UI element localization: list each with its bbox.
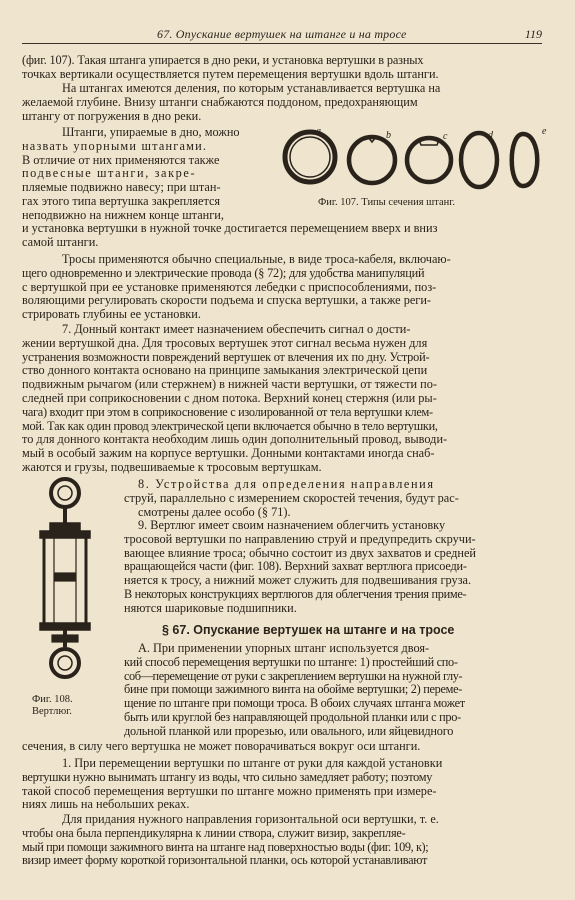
text-line: Штанги, упираемые в дно, можно bbox=[62, 125, 240, 139]
paragraph-bottom-contact bbox=[22, 323, 542, 475]
text-line: мой. Так как один провод электрической цепи включается обычно в тело вертушки, bbox=[22, 418, 438, 433]
text-line: такой способ перемещения вертушки по штанге можно применять при измере- bbox=[22, 783, 437, 798]
text-line: 7. Донный контакт имеет назначением обеспечить сигнал о дости- bbox=[62, 322, 411, 336]
text-line: вающее влияние троса; обычно состоит из двух захватов и средней bbox=[124, 545, 477, 560]
text-line: щение по штанге при помощи троса. В обоих случаях штанга может bbox=[124, 696, 465, 711]
text-line: и установка вертушки в нужной точке достигается перемещением вверх и вниз bbox=[22, 221, 438, 235]
running-header bbox=[22, 27, 542, 44]
text-line: следней при соприкосновении с дном потока. Верхний конец стержня (или ры- bbox=[22, 390, 437, 405]
text-line: штангу от погружения в дно реки. bbox=[22, 108, 202, 123]
text-line: стрировать глубины ее установки. bbox=[22, 307, 201, 322]
paragraph-manual-move bbox=[22, 757, 542, 812]
paragraph-rod-placement bbox=[22, 54, 542, 82]
text-line: подвижным рычагом (или стержнем) в нижней части вертушки, от тяжести по- bbox=[22, 377, 437, 392]
text-line: быть или круглой без направляющей продольной планки или с про- bbox=[124, 709, 461, 724]
text-line: самой штанги. bbox=[22, 234, 99, 249]
fig108-caption-number: Фиг. 108. bbox=[32, 694, 73, 705]
text-line: вертушки нужно вынимать штангу из воды, что сильно замедляет работу; поэтому bbox=[22, 769, 433, 784]
text-line: жении вертушкой дна. Для тросовых вертушек этот сигнал весьма нужен для bbox=[22, 335, 428, 350]
text-line: смотрены далее особо (§ 71). bbox=[138, 504, 291, 519]
text-line: ниях лишь на небольших реках. bbox=[22, 797, 190, 812]
paragraph-swivel bbox=[124, 519, 544, 616]
paragraph-rod-methods-end bbox=[22, 740, 542, 754]
text-line: 8. Устройства для определения направления bbox=[138, 477, 435, 491]
paragraph-rod-types-continued bbox=[22, 222, 542, 250]
text-line: На штангах имеются деления, по которым устанавливается вертушка на bbox=[62, 81, 441, 95]
paragraph-direction-devices bbox=[124, 478, 544, 519]
paragraph-sight bbox=[22, 813, 542, 868]
text-line: пляемые подвижно навесу; при штан- bbox=[22, 180, 221, 195]
running-header-title: 67. Опускание вертушек на штанге и на тросе bbox=[157, 27, 407, 41]
text-line: устранения возможности повреждений вертушек от влечения их по дну. Устрой- bbox=[22, 349, 430, 364]
text-line: няются шариковые подшипники. bbox=[124, 600, 297, 615]
text-line: воляющими регулировать скорости подъема и спуска вертушки, а также реги- bbox=[22, 293, 432, 308]
page-number: 119 bbox=[524, 27, 542, 41]
paragraph-cables bbox=[22, 253, 542, 322]
paragraph-rod-methods bbox=[124, 642, 544, 739]
text-line: чтобы она была перпендикулярна к линии створа, служит визир, закрепляе- bbox=[22, 825, 406, 840]
text-line: няется к тросу, а нижний может служить для подвешивания груза. bbox=[124, 573, 472, 588]
text-line: вращающейся части (фиг. 108). Верхний захват вертлюга присоеди- bbox=[124, 559, 467, 574]
fig107-label-d: d bbox=[488, 130, 493, 141]
text-line: точках вертикали осуществляется путем перемещения вертушки вдоль штанги. bbox=[22, 66, 439, 81]
text-line: ство донного контакта основано на принципе замыкания электрической цепи bbox=[22, 363, 428, 378]
text-line: то для донного контакта необходим лишь один дополнительный провод, выводи- bbox=[22, 432, 448, 447]
text-line: дольной планкой или прорезью, или овального, или яйцевидного bbox=[124, 723, 454, 738]
text-line: с вертушкой при ее установке применяются лебедки с приспособлениями, поз- bbox=[22, 279, 437, 294]
paragraph-rod-divisions bbox=[22, 82, 542, 123]
text-line: щего одновременно и электрические провода (§ 72); для удобства манипуляций bbox=[22, 265, 425, 280]
text-line: неподвижно на нижнем конце штанги, bbox=[22, 207, 224, 222]
fig107-caption: Фиг. 107. Типы сечения штанг. bbox=[318, 197, 456, 208]
text-line: мый при помощи зажимного винта на штанге над поверхностью воды (фиг. 109, к); bbox=[22, 839, 429, 854]
text-line: визир имеет форму короткой горизонтальной планки, ось которой устанавливают bbox=[22, 853, 428, 868]
swivel-figure bbox=[30, 475, 100, 685]
fig107-label-a: a bbox=[316, 126, 321, 137]
text-line: соб—перемещение от руки с закреплением вертушки на нужной глу- bbox=[124, 668, 463, 683]
text-line: назвать упорными штангами. bbox=[22, 138, 208, 153]
text-line: 9. Вертлюг имеет своим назначением облегчить установку bbox=[138, 518, 446, 532]
text-line: бине при помощи зажимного винта на обойме вертушки; 2) переме- bbox=[124, 682, 463, 697]
text-line: желаемой глубине. Внизу штанги снабжаются поддоном, предохраняющим bbox=[22, 94, 418, 109]
text-line: Для придания нужного направления горизонтальной оси вертушки, т. е. bbox=[62, 812, 439, 826]
fig108-caption-title: Вертлюг. bbox=[32, 706, 72, 717]
text-line: жаются и грузы, подвешиваемые к тросовым вертушкам. bbox=[22, 459, 322, 474]
text-line: (фиг. 107). Такая штанга упирается в дно реки, и установка вертушки в разных bbox=[22, 53, 424, 67]
text-line: чага) входит при этом в соприкосновение с изолированной от тела вертушки клем- bbox=[22, 404, 433, 419]
fig107-label-b: b bbox=[386, 130, 391, 141]
fig107-label-c: c bbox=[443, 131, 448, 142]
text-line: кий способ перемещения вертушки по штанге: 1) простейший спо- bbox=[124, 654, 458, 669]
text-line: А. При применении упорных штанг используется двоя- bbox=[138, 641, 430, 655]
text-line: сечения, в силу чего вертушка не может поворачиваться вокруг оси штанги. bbox=[22, 739, 421, 753]
section-heading: § 67. Опускание вертушек на штанге и на тросе bbox=[162, 623, 455, 637]
rod-cross-sections-figure bbox=[280, 122, 550, 192]
text-line: тросовой вертушки по направлению струй и предупредить скручи- bbox=[124, 531, 476, 546]
text-line: гах этого типа вертушка закрепляется bbox=[22, 193, 221, 208]
fig108-caption bbox=[32, 694, 73, 718]
text-line: Тросы применяются обычно специальные, в виде троса-кабеля, включаю- bbox=[62, 252, 451, 266]
text-line: 1. При перемещении вертушки по штанге от руки для каждой установки bbox=[62, 756, 443, 770]
text-line: В некоторых конструкциях вертлюгов для облегчения трения приме- bbox=[124, 586, 467, 601]
text-line: мый в особый зажим на корпусе вертушки. Донными контактами иногда снаб- bbox=[22, 446, 435, 461]
text-line: подвесные штанги, закре- bbox=[22, 166, 197, 181]
fig107-label-e: e bbox=[542, 126, 547, 137]
text-line: В отличие от них применяются также bbox=[22, 152, 220, 167]
paragraph-rod-types bbox=[22, 126, 284, 223]
text-line: струй, параллельно с измерением скоростей течения, будут рас- bbox=[124, 490, 459, 505]
